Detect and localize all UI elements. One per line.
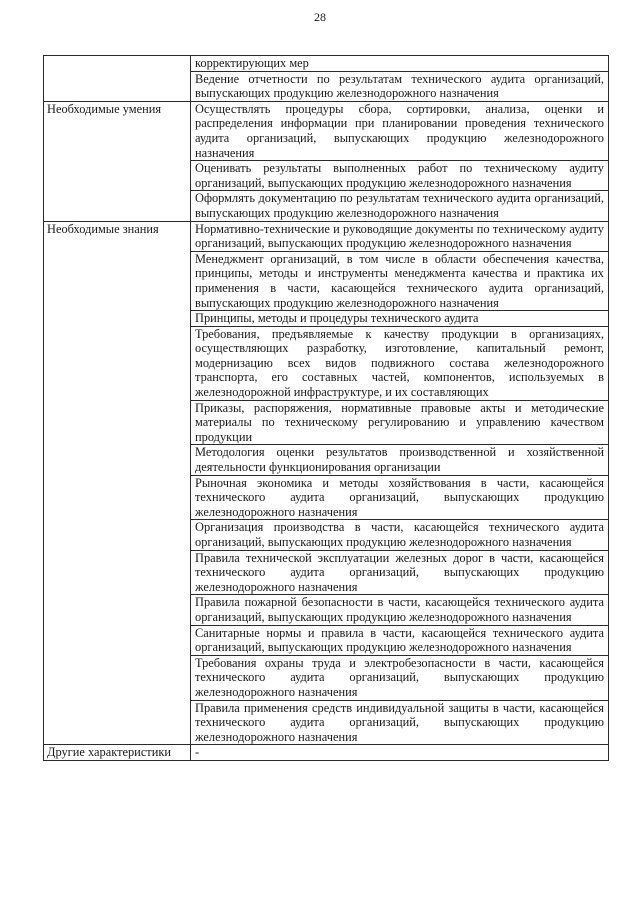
table-row (44, 221, 609, 251)
row-label-other: Другие характеристики (44, 745, 191, 761)
table-row (44, 56, 609, 72)
table-cell: - (191, 745, 609, 761)
table-cell: Ведение отчетности по результатам технического аудита организаций, выпускающих продукцию железнодорожного назначения (191, 71, 609, 101)
table-cell: Правила применения средств индивидуальной защиты в части, касающейся технического аудита организаций, выпускающих продукцию железнодорожного назначения (191, 700, 609, 745)
requirements-table (43, 55, 609, 761)
table-cell: Оформлять документацию по результатам технического аудита организаций, выпускающих продукцию железнодорожного назначения (191, 191, 609, 221)
page-number: 28 (314, 10, 326, 24)
row-label (44, 56, 191, 102)
table-cell: Правила технической эксплуатации железных дорог в части, касающейся технического аудита организаций, выпускающих продукцию железнодорожного назначения (191, 550, 609, 595)
row-label-knowledge: Необходимые знания (44, 221, 191, 745)
table-cell: Приказы, распоряжения, нормативные правовые акты и методические материалы по техническому регулированию и управлению качеством продукции (191, 400, 609, 445)
table-cell: Организация производства в части, касающейся технического аудита организаций, выпускающих продукцию железнодорожного назначения (191, 520, 609, 550)
table-cell: Рыночная экономика и методы хозяйствования в части, касающейся технического аудита организаций, выпускающих продукцию железнодорожного назначения (191, 475, 609, 520)
table-cell: Оценивать результаты выполненных работ по техническому аудиту организаций, выпускающих продукцию железнодорожного назначения (191, 161, 609, 191)
table-cell: Менеджмент организаций, в том числе в области обеспечения качества, принципы, методы и инструменты менеджмента качества и практика их применения в части, касающейся технического аудита организаций, выпускающих продукцию железнодорожного назначения (191, 251, 609, 310)
table-cell: Требования, предъявляемые к качеству продукции в организациях, осуществляющих разработку, изготовление, капитальный ремонт, модернизацию всех видов подвижного состава железнодорожного транспорта, его составных частей, компонентов, используемых в железнодорожной инфраструктуре, и их составляющих (191, 326, 609, 400)
table-cell: корректирующих мер (191, 56, 609, 72)
table-row (44, 101, 609, 160)
table-cell: Нормативно-технические и руководящие документы по техническому аудиту организаций, выпускающих продукцию железнодорожного назначения (191, 221, 609, 251)
table-cell: Методология оценки результатов производственной и хозяйственной деятельности функционирования организации (191, 445, 609, 475)
table-cell: Осуществлять процедуры сбора, сортировки, анализа, оценки и распределения информации при планировании проведения технического аудита организаций, выпускающих продукцию железнодорожного назначения (191, 101, 609, 160)
row-label-skills: Необходимые умения (44, 101, 191, 221)
table-cell: Правила пожарной безопасности в части, касающейся технического аудита организаций, выпускающих продукцию железнодорожного назначения (191, 595, 609, 625)
table-cell: Санитарные нормы и правила в части, касающейся технического аудита организаций, выпускающих продукцию железнодорожного назначения (191, 625, 609, 655)
table-cell: Требования охраны труда и электробезопасности в части, касающейся технического аудита организаций, выпускающих продукцию железнодорожного назначения (191, 655, 609, 700)
table-row (44, 745, 609, 761)
table-cell: Принципы, методы и процедуры технического аудита (191, 311, 609, 327)
